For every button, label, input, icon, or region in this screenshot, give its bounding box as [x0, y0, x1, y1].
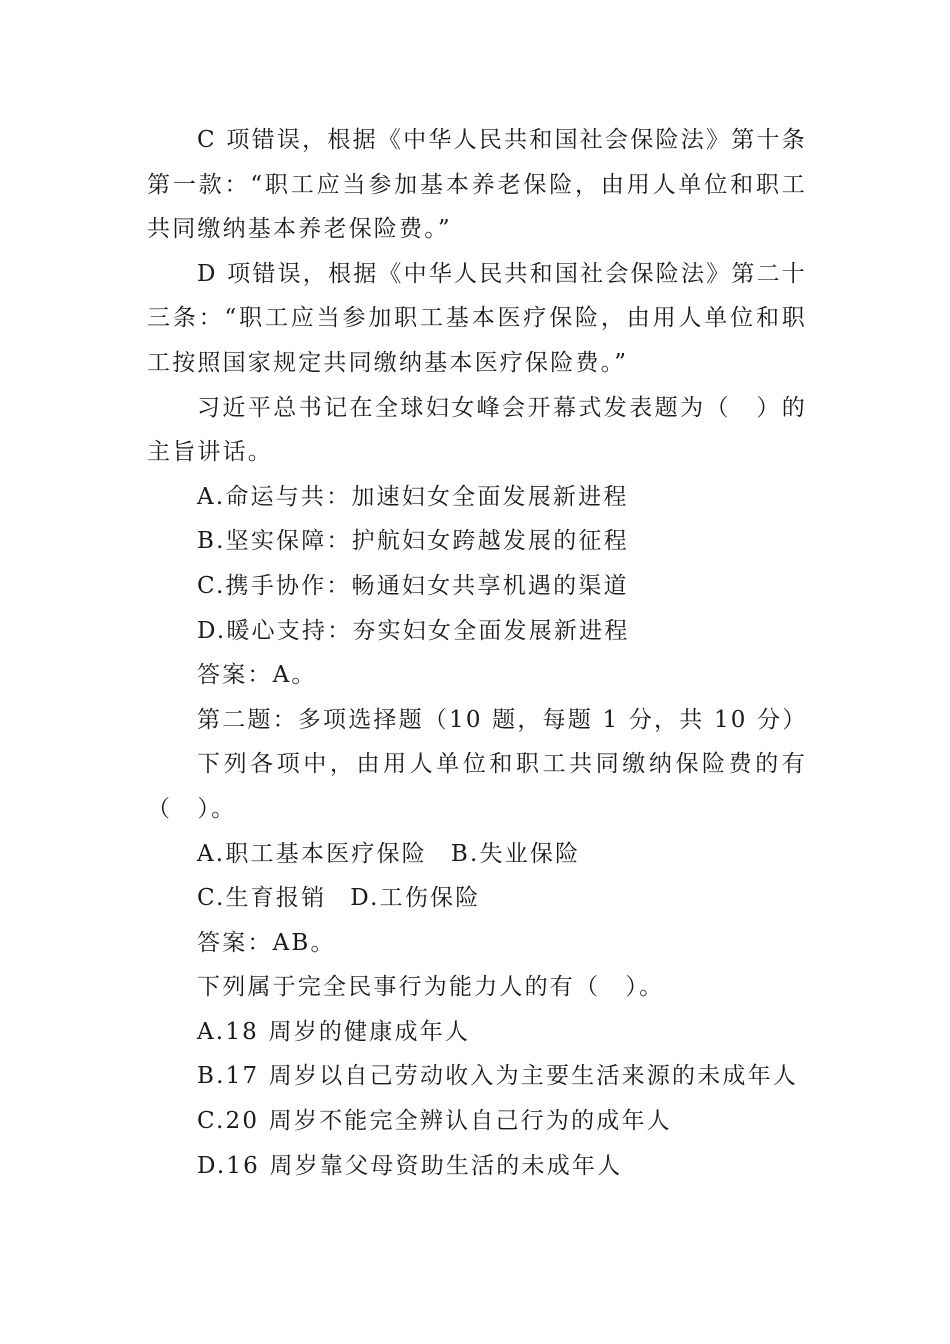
question-3-option-d: D.16 周岁靠父母资助生活的未成年人: [197, 1152, 623, 1179]
question-1-option-a: A.命运与共：加速妇女全面发展新进程: [197, 483, 629, 510]
question-3-option-c: C.20 周岁不能完全辨认自己行为的成年人: [197, 1108, 672, 1135]
question-3-stem: 下列属于完全民事行为能力人的有（ ）。: [197, 974, 665, 1001]
section-title: 第二题：多项选择题（10 题，每题 1 分，共 10 分）: [197, 706, 808, 733]
question-2-option-a: A.职工基本医疗保险: [197, 840, 427, 867]
question-1-answer: 答案：A。: [197, 662, 317, 689]
question-2-option-b: B.失业保险: [450, 840, 581, 867]
question-2-option-d: D.工伤保险: [350, 885, 481, 912]
question-1-stem: 习近平总书记在全球妇女峰会开幕式发表题为（ ）的主旨讲话。: [147, 394, 807, 466]
explanation-d: D 项错误，根据《中华人民共和国社会保险法》第二十三条：“职工应当参加职工基本医疗保险，由用人单位和职工按照国家规定共同缴纳基本医疗保险费。”: [147, 260, 807, 376]
question-1-option-d: D.暖心支持：夯实妇女全面发展新进程: [197, 617, 630, 644]
question-1-option-c: C.携手协作：畅通妇女共享机遇的渠道: [197, 572, 629, 599]
question-2-stem: 下列各项中，由用人单位和职工共同缴纳保险费的有（ ）。: [147, 751, 807, 822]
question-3-option-b: B.17 周岁以自己劳动收入为主要生活来源的未成年人: [197, 1063, 798, 1090]
question-2-option-c: C.生育报销: [197, 885, 327, 912]
question-2-options-cd: [147, 876, 807, 921]
explanation-c: C 项错误，根据《中华人民共和国社会保险法》第十条第一款：“职工应当参加基本养老保险，由用人单位和职工共同缴纳基本养老保险费。”: [147, 127, 807, 243]
question-3-option-a: A.18 周岁的健康成年人: [197, 1018, 471, 1045]
document-body: [147, 118, 807, 1188]
question-2-answer: 答案：AB。: [197, 929, 336, 956]
question-1-option-b: B.坚实保障：护航妇女跨越发展的征程: [197, 528, 629, 555]
question-2-options-ab: [147, 832, 807, 877]
